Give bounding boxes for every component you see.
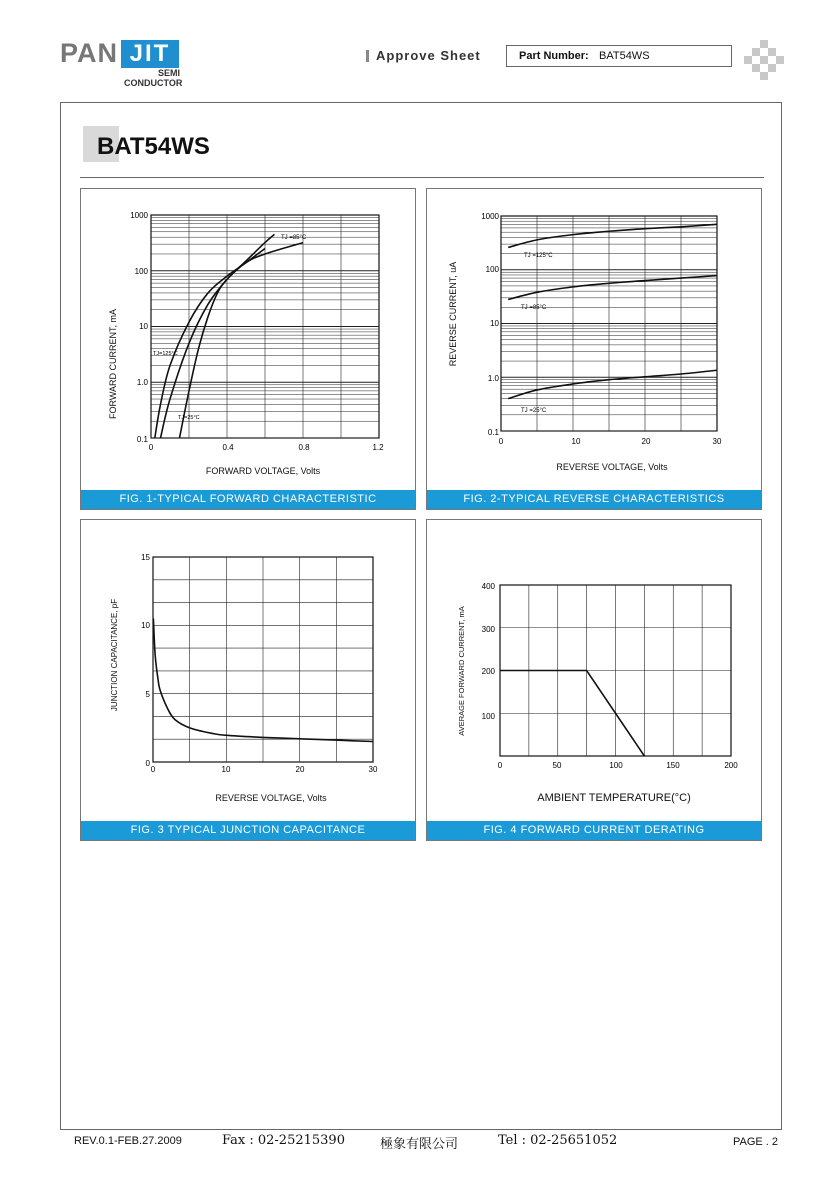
checker-decoration-icon [744,40,784,80]
figure-3-caption: FIG. 3 TYPICAL JUNCTION CAPACITANCE [81,821,415,840]
fig4-ytick: 100 [481,712,495,721]
fig1-series-line-1 [161,234,275,438]
fig1-series-line-2 [180,243,304,438]
fig2-ytick: 10 [490,319,499,328]
fig1-annotation-125: TJ=125°C [153,351,178,357]
fig4-ytick: 200 [481,667,495,676]
logo-sub-semi: SEMI [157,68,180,78]
fig1-ytick: 0.1 [136,435,148,444]
title-divider [80,177,764,178]
fig3-xtick: 30 [368,765,378,774]
part-number-box [506,45,732,67]
fig1-xtick: 1.2 [372,443,384,452]
revision-label: REV.0.1-FEB.27.2009 [74,1135,182,1147]
fig4-xtick: 50 [552,761,562,770]
fig2-ylabel: REVERSE CURRENT, uA [448,261,458,367]
fig1-annotation-25: TJ=25°C [178,415,200,421]
figure-2-panel [426,188,762,510]
fig2-xtick: 10 [571,437,581,446]
page-title: BAT54WS [97,133,210,160]
part-number-label: Part Number: [519,50,589,62]
fig1-ytick: 1000 [130,211,148,220]
logo-subtitle [124,68,183,88]
fig1-annotation-85: TJ =85°C [281,235,307,241]
fig2-annotation-85: TJ =85°C [521,305,547,311]
fig4-xtick: 200 [724,761,738,770]
fig4-xtick: 100 [609,761,623,770]
fig2-ytick: 1000 [481,212,499,221]
fig2-ytick: 1.0 [487,374,499,383]
fig1-ytick: 1.0 [136,378,148,387]
fig1-ytick: 100 [134,267,148,276]
fig4-ylabel: AVERAGE FORWARD CURRENT, mA [457,606,466,736]
fig1-ylabel: FORWARD CURRENT, mA [108,309,118,419]
fig1-ytick: 10 [139,322,148,331]
approve-marker [366,50,369,62]
figure-3-chart [81,520,415,820]
fig2-annotation-25: TJ =25°C [521,408,547,414]
fig2-series-line-2 [508,370,717,398]
logo-sub-conductor: CONDUCTOR [124,78,183,88]
fig3-ylabel: JUNCTION CAPACITANCE, pF [110,598,119,712]
approve-sheet-label: Approve Sheet [376,48,481,63]
figure-2-caption: FIG. 2-TYPICAL REVERSE CHARACTERISTICS [427,490,761,509]
fig1-xtick: 0 [148,443,154,452]
fig3-ytick: 5 [145,690,150,699]
fig4-xtick: 150 [666,761,680,770]
fig4-ytick: 400 [481,582,495,591]
figure-4-caption: FIG. 4 FORWARD CURRENT DERATING [427,821,761,840]
fig3-xtick: 20 [295,765,305,774]
figure-1-caption: FIG. 1-TYPICAL FORWARD CHARACTERISTIC [81,490,415,509]
figure-1-chart [81,189,415,489]
fig2-xtick: 30 [712,437,722,446]
fig3-ytick: 0 [145,759,150,768]
fig2-xtick: 20 [641,437,651,446]
figure-3-panel [80,519,416,841]
fig2-series-line-1 [508,276,717,300]
fig2-annotation-125: TJ =125°C [524,253,553,259]
figure-4-panel [426,519,762,841]
fig3-xtick: 0 [150,765,156,774]
fig1-xtick: 0.8 [298,443,310,452]
fig2-ytick: 0.1 [487,428,499,437]
fax-number: Fax : 02-25215390 [222,1133,345,1148]
fig2-ytick: 100 [485,265,499,274]
fig4-ytick: 300 [481,625,495,634]
figure-1-panel [80,188,416,510]
logo-jit-text: JIT [121,40,179,68]
fig1-xlabel: FORWARD VOLTAGE, Volts [205,466,321,476]
fig1-xtick: 0.4 [222,443,234,452]
fig4-xtick: 0 [497,761,503,770]
figure-4-chart [427,520,761,820]
fig3-ytick: 15 [141,553,150,562]
fig2-xtick: 0 [498,437,504,446]
fig3-ytick: 10 [141,621,150,630]
fig3-xlabel: REVERSE VOLTAGE, Volts [215,793,327,803]
page-number: PAGE . 2 [733,1136,779,1148]
fig4-xlabel: AMBIENT TEMPERATURE(°C) [537,792,691,804]
fig3-xtick: 10 [221,765,231,774]
fig2-xlabel: REVERSE VOLTAGE, Volts [556,462,668,472]
logo-pan-text: PAN [60,38,119,68]
part-number-value: BAT54WS [599,50,650,62]
company-name: 極象有限公司 [380,1137,459,1152]
telephone-number: Tel : 02-25651052 [498,1133,618,1148]
figure-2-chart [427,189,761,489]
